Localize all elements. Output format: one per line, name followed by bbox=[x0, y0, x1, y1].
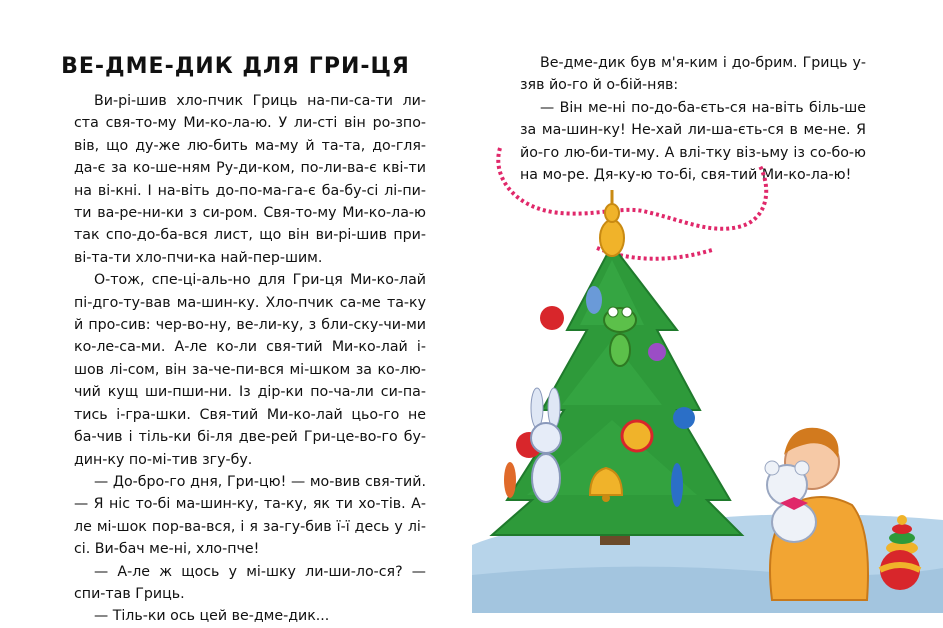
story-title: ВЕ-ДМЕ-ДИК ДЛЯ ГРИ-ЦЯ bbox=[61, 54, 410, 79]
blue-drop-ornament bbox=[586, 286, 602, 314]
paragraph: Ви-рі-шив хло-пчик Гриць на-пи-са-ти ли-ста свя-то-му Ми-ко-ла-ю. У ли-сті він ро-зпо-вів, що ду-же лю-бить ма-му й та-та, до-гля-да-є за ко-ше-ням Ру-ди-ком, по-ли-ва-є кві-ти на ві-кні. І на-віть до-по-ма-га-є ба-бу-сі лі-пи-ти ва-ре-ни-ки з си-ром. Свя-то-му Ми-ко-ла-ю так спо-до-ба-вся лист, що він ви-рі-шив при-ві-та-ти хло-пчи-ка най-пер-шим. bbox=[74, 93, 426, 266]
left-page-text bbox=[74, 90, 426, 628]
boy-with-teddy bbox=[765, 428, 868, 600]
ribbon-streamer bbox=[498, 148, 766, 229]
left-page bbox=[0, 0, 471, 625]
christmas-illustration bbox=[472, 0, 943, 613]
paragraph: Ве-дме-дик був м'я-ким і до-брим. Гриць у-зяв йо-го й о-бій-няв: bbox=[520, 55, 866, 94]
toy-ball bbox=[880, 550, 920, 590]
paragraph: О-тож, спе-ці-аль-но для Гри-ця Ми-ко-лай пі-дго-ту-вав ма-шин-ку. Хло-пчик са-ме та-ку й про-сив: чер-во-ну, ве-ли-ку, з бли-ску-чи-ми ко-ле-са-ми. А-ле ко-ли свя-тий Ми-ко-лай і-шов лі-сом, він за-че-пи-вся мі-шком за ко-лю-чий кущ ши-пши-ни. Із дір-ки по-ча-ли си-па-тись і-гра-шки. Свя-тий Ми-ко-лай цьо-го не ба-чив і тіль-ки бі-ля две-рей Гри-це-во-го бу-дин-ку по-мі-тив згу-бу. bbox=[74, 272, 426, 468]
purple-ornament bbox=[648, 343, 666, 361]
right-page bbox=[472, 0, 943, 613]
paragraph: — А-ле ж щось у мі-шку ли-ши-ло-ся? — спи-тав Гриць. bbox=[74, 563, 426, 602]
red-ornament bbox=[540, 306, 564, 330]
icicle-ornament bbox=[671, 463, 683, 507]
paragraph: — Він ме-ні по-до-ба-єть-ся на-віть біль-ше за ма-шин-ку! Не-хай ли-ша-єть-ся в ме-не. Я йо-го лю-би-ти-му. А влі-тку віз-ьму із со-бо-ю на мо-ре. Дя-ку-ю то-бі, свя-тий Ми-ко-ла-ю! bbox=[520, 99, 866, 184]
paragraph: — Тіль-ки ось цей ве-дме-дик... bbox=[94, 608, 330, 625]
striped-ornament bbox=[622, 421, 652, 451]
tree-topper bbox=[600, 190, 624, 256]
paragraph: — До-бро-го дня, Гри-цю! — мо-вив свя-тий.— Я ніс то-бі ма-шин-ку, та-ку, як ти хо-тів. А-ле мі-шок пор-ва-вся, і я за-гу-бив ї-ї десь у лі-сі. Ви-бач ме-ні, хло-пче! bbox=[74, 473, 426, 558]
icicle-ornament-2 bbox=[504, 462, 516, 498]
blue-ornament bbox=[673, 407, 695, 429]
